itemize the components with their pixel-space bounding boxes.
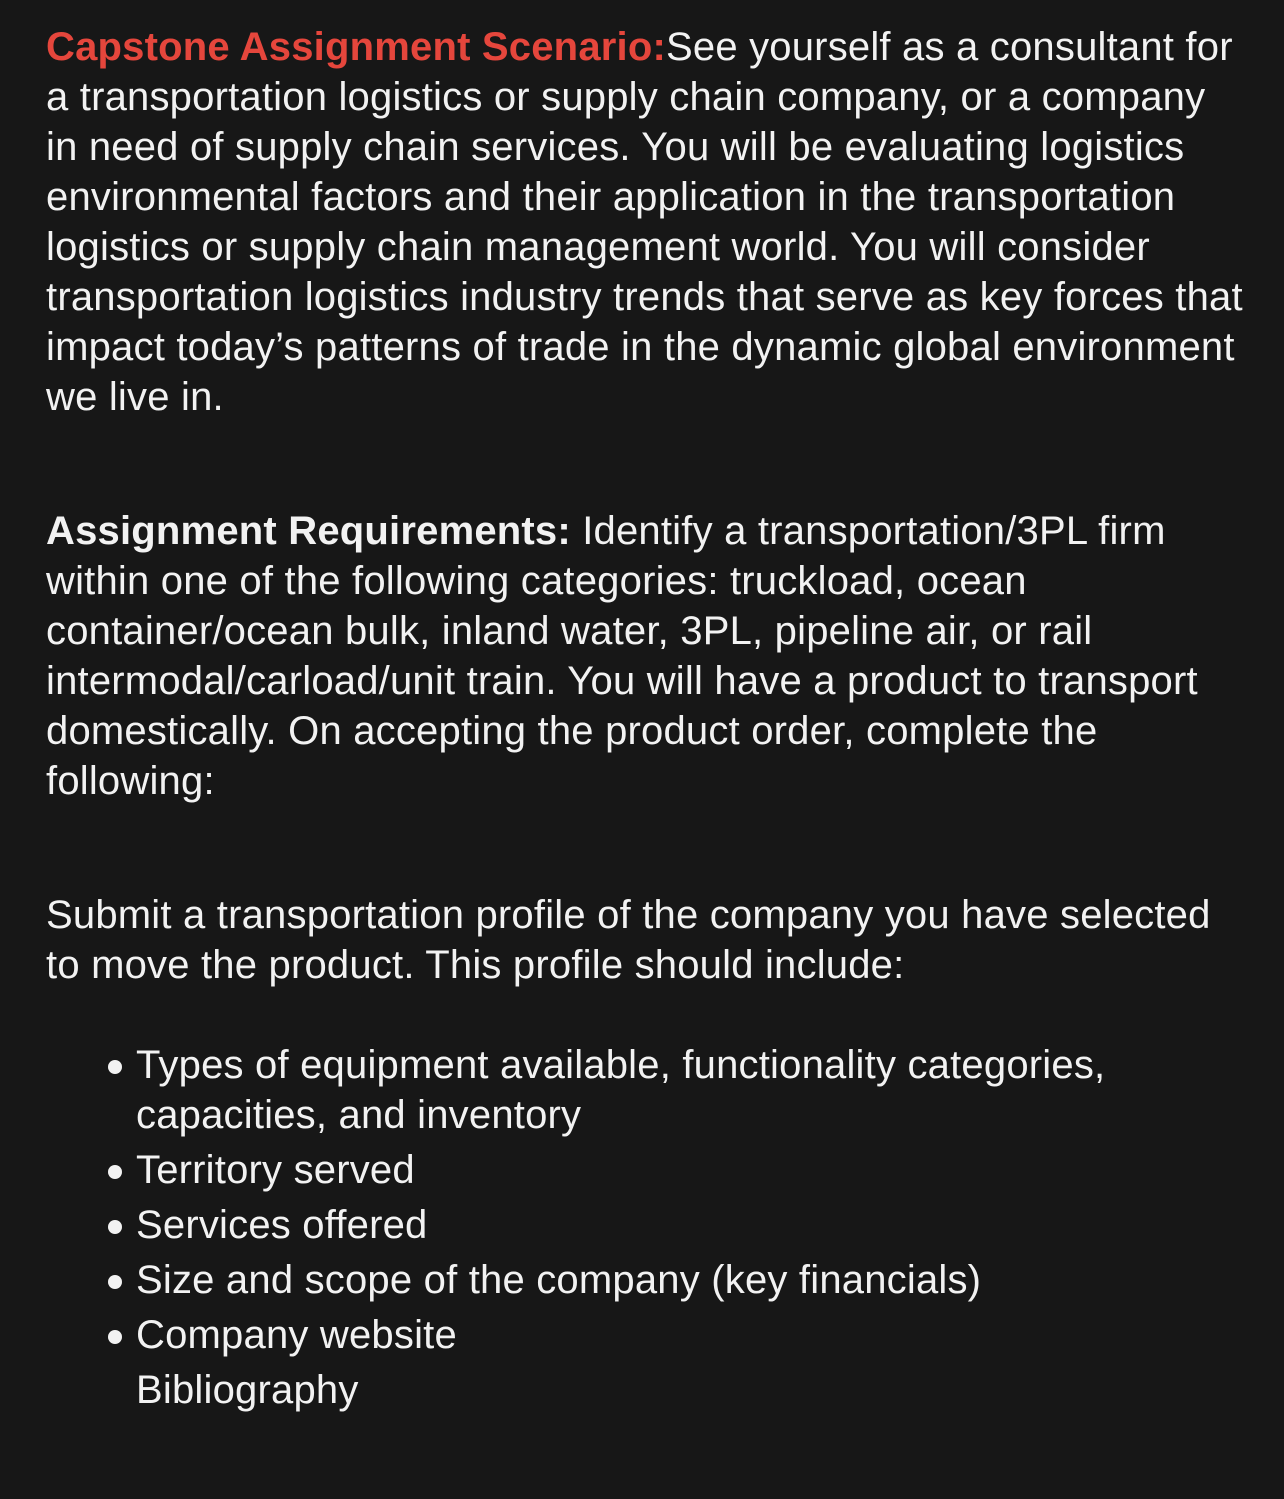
scenario-text: See yourself as a consultant for a transportation logistics or supply chain company, or a company in need of supply chain services. You will be evaluating logistics environmental factors and their application in the transportation logistics or supply chain management world. You will consider transportation logistics industry trends that serve as key forces that impact today’s patterns of trade in the dynamic global environment we live in. xyxy=(46,25,1243,419)
bullet-icon xyxy=(108,1275,122,1289)
list-item xyxy=(136,1200,1246,1250)
bullet-icon xyxy=(108,1330,122,1344)
list-item xyxy=(136,1145,1246,1195)
bullet-icon xyxy=(108,1060,122,1074)
scenario-paragraph xyxy=(46,22,1246,422)
paragraph-spacer xyxy=(46,422,1246,506)
list-item xyxy=(136,1040,1246,1140)
list-item-text: Services offered xyxy=(136,1203,428,1247)
profile-items-list xyxy=(46,1040,1246,1412)
requirements-label: Assignment Requirements: xyxy=(46,509,571,553)
list-item xyxy=(136,1365,1246,1412)
list-item-text: Bibliography xyxy=(136,1368,359,1412)
screen-bottom-edge xyxy=(0,1472,1284,1499)
list-item xyxy=(136,1310,1246,1360)
requirements-paragraph xyxy=(46,506,1246,806)
requirements-text: Identify a transportation/3PL firm within one of the following categories: truckload, ocean container/ocean bulk, inland water, 3PL, pipeline air, or rail intermodal/carload/unit train. You will have a product to transport domestically. On accepting the product order, complete the following: xyxy=(46,509,1198,803)
profile-paragraph: Submit a transportation profile of the company you have selected to move the product. This profile should include: xyxy=(46,893,1211,987)
cutoff-line xyxy=(136,1365,1246,1412)
document-body xyxy=(46,22,1246,1412)
list-item-text: Types of equipment available, functionality categories, capacities, and inventory xyxy=(136,1043,1106,1137)
list-item-text: Territory served xyxy=(136,1148,415,1192)
list-item-text: Size and scope of the company (key financials) xyxy=(136,1258,982,1302)
bullet-icon xyxy=(108,1165,122,1179)
paragraph-spacer xyxy=(46,806,1246,890)
scenario-label: Capstone Assignment Scenario: xyxy=(46,25,666,69)
list-item xyxy=(136,1255,1246,1305)
bullet-icon xyxy=(108,1220,122,1234)
list-item-text: Company website xyxy=(136,1313,457,1357)
